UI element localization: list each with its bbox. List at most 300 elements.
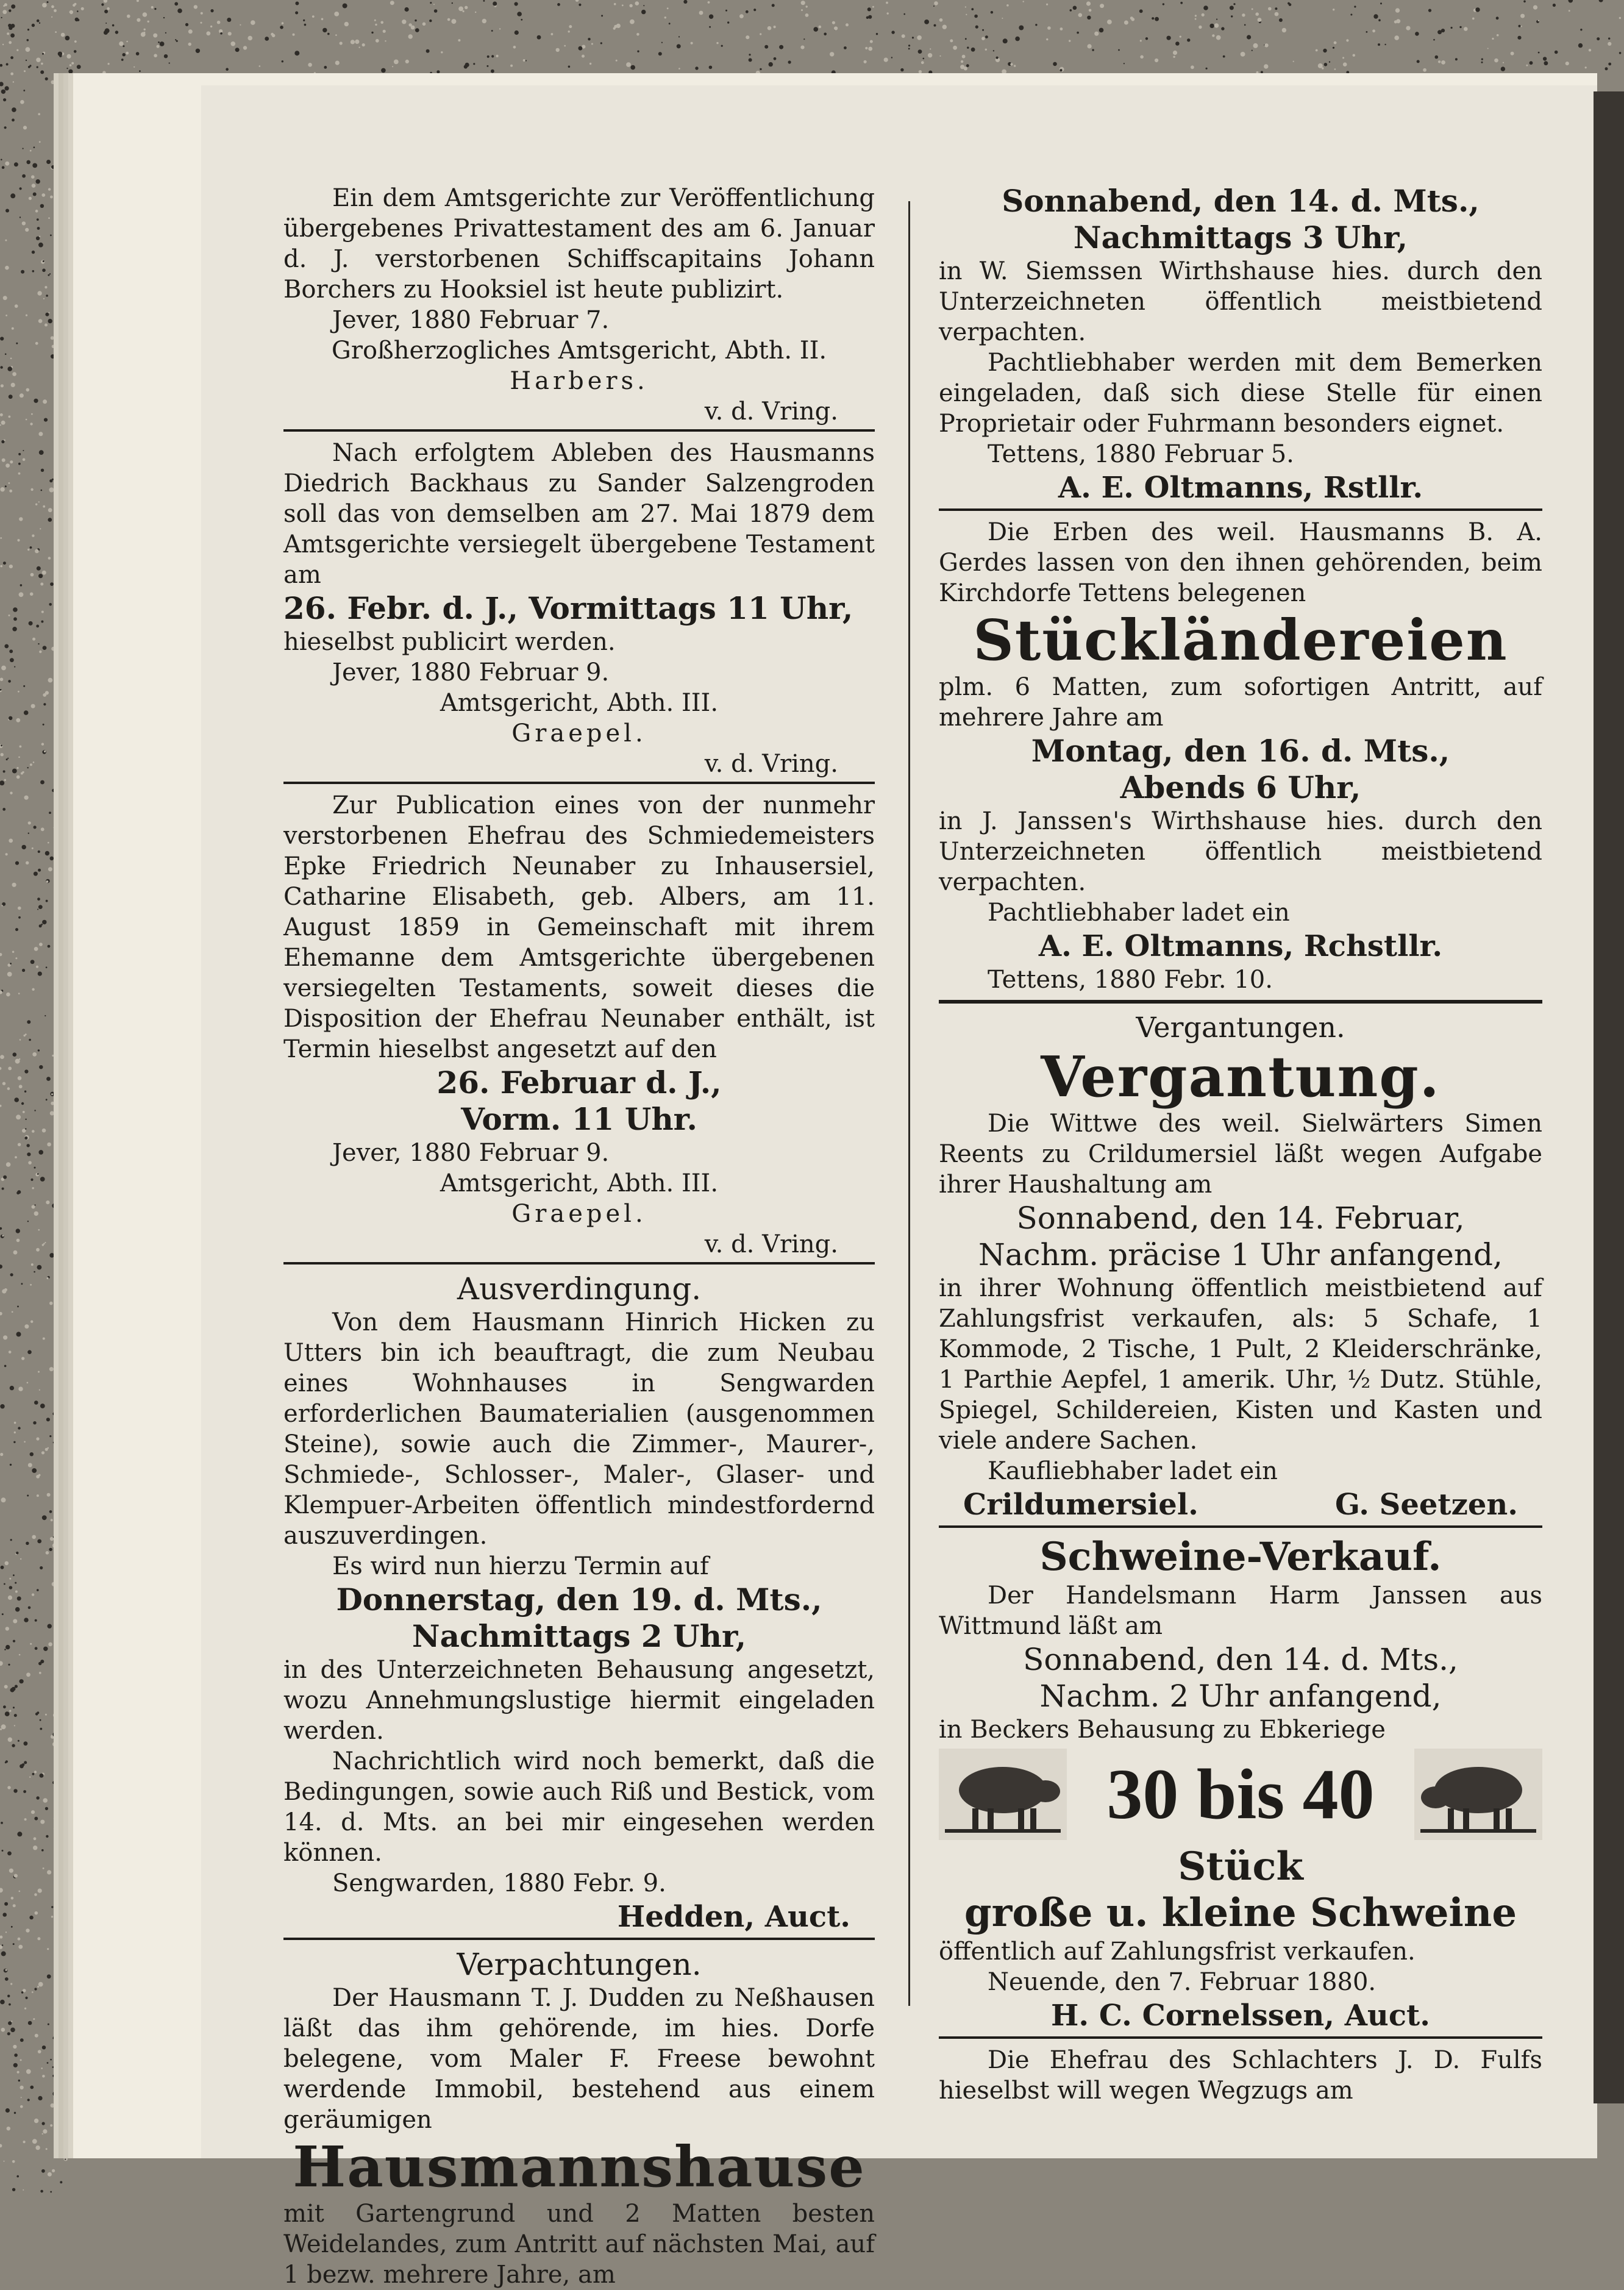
speckle-dot — [1530, 61, 1533, 65]
speckle-dot — [12, 627, 16, 631]
speckle-dot — [5, 162, 9, 166]
speckle-dot — [50, 235, 52, 237]
speckle-dot — [10, 73, 13, 76]
speckle-dot — [41, 63, 43, 65]
r-notice-2-text4: Pachtliebhaber ladet ein — [988, 899, 1290, 927]
speckle-dot — [43, 298, 45, 299]
speckle-dot — [1073, 6, 1077, 10]
speckle-dot — [41, 743, 44, 745]
speckle-dot — [43, 646, 47, 650]
speckle-dot — [24, 1761, 27, 1764]
speckle-dot — [45, 1015, 46, 1016]
speckle-dot — [575, 0, 579, 2]
speckle-dot — [9, 1869, 13, 1873]
speckle-dot — [2, 44, 4, 45]
speckle-dot — [65, 627, 67, 629]
speckle-dot — [40, 780, 45, 785]
speckle-dot — [24, 710, 29, 715]
speckle-dot — [48, 319, 52, 323]
speckle-dot — [108, 63, 110, 65]
speckle-dot — [4, 126, 7, 129]
notice-4-signature: Hedden, Auct. — [617, 1900, 850, 1934]
speckle-dot — [1264, 43, 1268, 47]
speckle-dot — [74, 50, 77, 53]
speckle-dot — [56, 1569, 60, 1573]
speckle-dot — [38, 113, 40, 115]
speckle-dot — [7, 1087, 10, 1090]
speckle-dot — [67, 1936, 71, 1940]
speckle-dot — [27, 29, 29, 30]
speckle-dot — [42, 920, 46, 924]
speckle-dot — [918, 49, 922, 54]
speckle-dot — [6, 758, 8, 760]
speckle-dot — [46, 1099, 48, 1100]
speckle-dot — [32, 163, 37, 168]
speckle-dot — [56, 1627, 59, 1630]
speckle-dot — [56, 236, 60, 240]
speckle-dot — [51, 165, 55, 169]
speckle-dot — [40, 70, 44, 74]
speckle-dot — [7, 32, 9, 35]
speckle-dot — [67, 1756, 72, 1761]
speckle-dot — [143, 32, 145, 34]
speckle-dot — [20, 1558, 21, 1560]
speckle-dot — [64, 1628, 67, 1632]
speckle-dot — [13, 617, 17, 621]
speckle-dot — [376, 39, 379, 43]
speckle-dot — [25, 1997, 27, 1999]
speckle-dot — [235, 48, 240, 52]
speckle-dot — [5, 240, 7, 241]
r-notice-3-date-big1: Sonnabend, den 14. Februar, — [1016, 1200, 1465, 1236]
speckle-dot — [51, 1916, 53, 1917]
speckle-dot — [32, 1205, 35, 1209]
speckle-dot — [40, 1404, 45, 1408]
speckle-dot — [1481, 62, 1483, 63]
speckle-dot — [3, 770, 5, 772]
speckle-dot — [67, 1512, 69, 1514]
speckle-dot — [34, 826, 37, 829]
speckle-dot — [45, 851, 49, 855]
speckle-dot — [491, 30, 493, 32]
speckle-dot — [39, 1065, 43, 1069]
speckle-dot — [721, 45, 723, 47]
speckle-dot — [20, 100, 24, 104]
speckle-dot — [31, 1263, 34, 1266]
speckle-dot — [630, 65, 635, 70]
speckle-dot — [137, 0, 139, 2]
speckle-dot — [107, 7, 110, 10]
speckle-dot — [54, 1420, 57, 1423]
speckle-dot — [458, 7, 463, 12]
speckle-dot — [1233, 3, 1235, 5]
speckle-dot — [630, 20, 635, 24]
speckle-dot — [422, 23, 426, 26]
speckle-dot — [1060, 27, 1063, 30]
speckle-dot — [20, 2086, 23, 2089]
speckle-dot — [14, 1714, 17, 1717]
speckle-dot — [54, 1827, 57, 1830]
speckle-dot — [0, 780, 4, 785]
speckle-dot — [1089, 9, 1092, 12]
speckle-dot — [8, 2021, 12, 2025]
speckle-dot — [29, 65, 31, 66]
speckle-dot — [12, 2160, 15, 2163]
speckle-dot — [824, 33, 827, 36]
speckle-dot — [31, 413, 33, 415]
speckle-dot — [303, 20, 305, 21]
speckle-dot — [1, 753, 4, 756]
speckle-dot — [25, 1128, 26, 1129]
speckle-dot — [63, 872, 66, 876]
speckle-dot — [210, 26, 212, 27]
speckle-dot — [18, 1076, 22, 1080]
speckle-dot — [36, 1475, 40, 1479]
speckle-dot — [884, 58, 888, 62]
speckle-dot — [962, 55, 966, 59]
speckle-dot — [510, 65, 513, 67]
speckle-dot — [23, 1111, 25, 1113]
speckle-dot — [1053, 62, 1057, 66]
speckle-dot — [3, 98, 6, 101]
speckle-dot — [19, 1085, 23, 1088]
speckle-dot — [1163, 3, 1164, 5]
speckle-dot — [35, 1619, 37, 1622]
speckle-dot — [1553, 4, 1556, 7]
speckle-dot — [52, 2075, 55, 2077]
speckle-dot — [34, 399, 38, 403]
speckle-dot — [1437, 30, 1442, 34]
speckle-dot — [18, 916, 21, 919]
speckle-dot — [746, 10, 749, 13]
speckle-dot — [23, 90, 25, 91]
speckle-dot — [429, 20, 432, 22]
speckle-dot — [24, 1136, 27, 1140]
speckle-dot — [81, 7, 84, 10]
speckle-dot — [1118, 49, 1120, 51]
speckle-dot — [165, 32, 166, 34]
speckle-dot — [12, 1744, 15, 1747]
speckle-dot — [49, 811, 51, 814]
speckle-dot — [41, 490, 43, 491]
speckle-dot — [1140, 40, 1142, 41]
speckle-dot — [35, 210, 38, 213]
speckle-dot — [35, 2034, 38, 2038]
speckle-dot — [0, 2000, 5, 2005]
speckle-dot — [34, 1167, 36, 1169]
speckle-dot — [0, 487, 4, 491]
speckle-dot — [45, 286, 47, 288]
speckle-dot — [40, 1660, 44, 1663]
speckle-dot — [20, 393, 24, 398]
speckle-dot — [49, 1435, 51, 1437]
speckle-dot — [57, 672, 59, 674]
notice-1-date: Jever, 1880 Februar 7. — [332, 306, 610, 334]
speckle-dot — [17, 539, 20, 541]
speckle-dot — [2, 1913, 7, 1917]
speckle-dot — [66, 1523, 68, 1525]
speckle-dot — [68, 1057, 71, 1061]
speckle-dot — [30, 593, 34, 596]
speckle-dot — [0, 953, 2, 956]
speckle-dot — [7, 1995, 10, 1997]
speckle-dot — [23, 685, 25, 687]
speckle-dot — [1293, 61, 1294, 62]
notice-3-date-big1: 26. Februar d. J., — [436, 1065, 722, 1100]
speckle-dot — [65, 1306, 68, 1309]
speckle-dot — [622, 4, 624, 6]
speckle-dot — [68, 1444, 72, 1449]
speckle-dot — [19, 1654, 21, 1656]
speckle-dot — [50, 857, 54, 861]
speckle-dot — [1372, 29, 1375, 32]
speckle-dot — [41, 469, 44, 472]
speckle-dot — [1195, 15, 1197, 16]
r-notice-4-signature: H. C. Cornelssen, Auct. — [1051, 1999, 1430, 2033]
speckle-dot — [185, 23, 188, 26]
r-notice-2-text: Die Erben des weil. Hausmanns B. A. Gerdes lassen von den ihnen gehörenden, beim Kirchdorfe Tettens belegenen — [939, 518, 1542, 607]
speckle-dot — [579, 4, 581, 6]
speckle-dot — [46, 900, 48, 902]
speckle-dot — [1366, 31, 1368, 33]
speckle-dot — [46, 2148, 48, 2150]
speckle-dot — [64, 485, 67, 488]
speckle-dot — [964, 66, 967, 70]
r-notice-2-date: Tettens, 1880 Febr. 10. — [988, 966, 1273, 994]
speckle-dot — [1231, 15, 1233, 17]
speckle-dot — [24, 1069, 28, 1073]
speckle-dot — [46, 1835, 48, 1838]
speckle-dot — [19, 517, 23, 521]
speckle-dot — [49, 1253, 54, 1258]
speckle-dot — [30, 488, 33, 491]
speckle-dot — [46, 1418, 50, 1421]
speckle-dot — [46, 1551, 49, 1555]
speckle-dot — [801, 1, 805, 5]
speckle-dot — [9, 1710, 11, 1712]
speckle-dot — [54, 1260, 57, 1263]
speckle-dot — [452, 2, 453, 4]
speckle-dot — [965, 38, 967, 40]
speckle-dot — [8, 24, 12, 27]
speckle-dot — [4, 3, 7, 6]
speckle-dot — [65, 1257, 69, 1261]
speckle-dot — [12, 2188, 15, 2191]
speckle-dot — [985, 35, 988, 38]
speckle-dot — [974, 15, 978, 18]
speckle-dot — [62, 1554, 66, 1558]
speckle-dot — [1334, 68, 1336, 70]
speckle-dot — [3, 1705, 6, 1708]
speckle-dot — [60, 1406, 62, 1408]
speckle-dot — [1569, 0, 1573, 3]
r-notice-1-text: in W. Siemssen Wirthshause hies. durch den Unterzeichneten öffentlich meistbietend verpachten. — [939, 257, 1542, 346]
speckle-dot — [201, 12, 203, 15]
speckle-dot — [63, 1346, 66, 1349]
speckle-dot — [62, 1074, 64, 1075]
speckle-dot — [33, 762, 35, 763]
speckle-dot — [0, 537, 2, 539]
speckle-dot — [32, 251, 35, 254]
speckle-dot — [37, 1539, 41, 1544]
speckle-dot — [1519, 25, 1521, 27]
speckle-dot — [42, 1515, 47, 1520]
speckle-dot — [800, 46, 804, 49]
speckle-dot — [34, 1400, 38, 1405]
speckle-dot — [38, 2050, 41, 2053]
speckle-dot — [9, 839, 13, 843]
speckle-dot — [523, 59, 525, 62]
speckle-dot — [45, 1807, 48, 1810]
speckle-dot — [42, 2133, 43, 2135]
speckle-dot — [491, 55, 494, 57]
speckle-dot — [2, 1944, 4, 1946]
speckle-dot — [55, 766, 59, 770]
speckle-dot — [26, 160, 30, 165]
notice-2-name: Graepel. — [511, 719, 647, 747]
speckle-dot — [119, 41, 123, 46]
notice-4-heading: Ausverdingung. — [457, 1271, 702, 1307]
notice-4-text: Von dem Hausmann Hinrich Hicken zu Utters bin ich beauftragt, die zum Neubau eines Wohnhauses in Sengwarden erforderlichen Baumaterialien (ausgenommen Steine), sowie auch die Zimmer-, Maurer-, Schmiede-, Schlosser-, Maler-, Glaser- und Klempuer-Arbeiten öffentlich mindestfordernd auszuverdingen. — [283, 1308, 875, 1550]
speckle-dot — [75, 18, 79, 21]
speckle-dot — [27, 39, 29, 41]
speckle-dot — [37, 291, 41, 295]
speckle-dot — [0, 1055, 4, 1059]
page-gutter — [1594, 91, 1624, 2103]
speckle-dot — [104, 10, 108, 13]
speckle-dot — [65, 2091, 68, 2093]
speckle-dot — [551, 33, 554, 35]
speckle-dot — [5, 1711, 10, 1716]
speckle-dot — [1433, 39, 1435, 41]
speckle-dot — [66, 68, 68, 69]
speckle-dot — [38, 905, 43, 909]
speckle-dot — [678, 36, 680, 37]
speckle-dot — [10, 1464, 12, 1466]
speckle-dot — [49, 1302, 53, 1305]
speckle-dot — [1100, 4, 1104, 8]
speckle-dot — [1464, 27, 1468, 31]
speckle-dot — [1019, 26, 1024, 30]
speckle-dot — [0, 337, 4, 340]
speckle-dot — [38, 1371, 40, 1373]
speckle-dot — [65, 1835, 69, 1838]
speckle-dot — [32, 1773, 35, 1775]
speckle-dot — [832, 21, 835, 24]
speckle-dot — [1346, 39, 1348, 41]
speckle-dot — [104, 0, 107, 3]
speckle-dot — [819, 26, 822, 29]
speckle-dot — [65, 1799, 67, 1800]
right-column — [939, 183, 1542, 2106]
speckle-dot — [60, 658, 63, 662]
speckle-dot — [36, 1248, 40, 1252]
speckle-dot — [2, 458, 5, 462]
speckle-dot — [280, 26, 283, 29]
speckle-dot — [30, 1284, 32, 1286]
speckle-dot — [10, 1539, 12, 1541]
speckle-dot — [966, 64, 969, 67]
speckle-dot — [1046, 4, 1048, 5]
speckle-dot — [591, 43, 593, 45]
speckle-dot — [699, 11, 703, 15]
r-notice-3-text2: in ihrer Wohnung öffentlich meistbietend auf Zahlungsfrist verkaufen, als: 5 Schafe, 1 Kommode, 2 Tische, 1 Pult, 2 Kleiderschränke, 1 Parthie Aepfel, 1 amerik. Uhr, ½ Dutz. Stühle, Spiegel, Schildereien, Kisten und Kasten und viele andere Sachen. — [939, 1274, 1542, 1455]
speckle-dot — [15, 1582, 16, 1584]
speckle-dot — [1279, 18, 1283, 22]
speckle-dot — [16, 1239, 20, 1243]
speckle-dot — [1503, 62, 1504, 63]
speckle-dot — [53, 1713, 57, 1718]
speckle-dot — [104, 30, 108, 35]
speckle-dot — [362, 43, 365, 46]
speckle-dot — [4, 1649, 6, 1650]
speckle-dot — [51, 1519, 53, 1521]
speckle-dot — [68, 1748, 71, 1750]
speckle-dot — [36, 1796, 39, 1799]
speckle-dot — [1202, 13, 1205, 16]
speckle-dot — [56, 1241, 57, 1242]
speckle-dot — [240, 24, 241, 26]
speckle-dot — [66, 651, 71, 655]
speckle-dot — [5, 315, 7, 316]
speckle-dot — [805, 13, 809, 17]
speckle-dot — [463, 10, 465, 12]
speckle-dot — [38, 1049, 40, 1051]
speckle-dot — [41, 621, 43, 623]
speckle-dot — [65, 1317, 66, 1318]
speckle-dot — [8, 1738, 12, 1742]
speckle-dot — [40, 1820, 45, 1824]
speckle-dot — [20, 746, 22, 748]
speckle-dot — [45, 313, 49, 316]
speckle-dot — [137, 18, 140, 22]
speckle-dot — [77, 10, 79, 12]
speckle-dot — [47, 2062, 49, 2064]
speckle-dot — [5, 209, 9, 213]
speckle-dot — [1252, 9, 1253, 10]
speckle-dot — [67, 549, 69, 551]
notice-2-clerk: v. d. Vring. — [704, 750, 838, 778]
speckle-dot — [23, 1790, 26, 1793]
speckle-dot — [7, 1786, 10, 1789]
speckle-dot — [251, 20, 255, 25]
speckle-dot — [10, 963, 12, 965]
speckle-dot — [77, 65, 81, 69]
speckle-dot — [23, 458, 26, 462]
speckle-dot — [10, 460, 13, 463]
speckle-dot — [30, 2086, 34, 2089]
speckle-dot — [62, 110, 63, 111]
speckle-dot — [327, 33, 330, 35]
speckle-dot — [5, 1645, 10, 1649]
speckle-dot — [48, 1624, 52, 1628]
speckle-dot — [0, 64, 2, 67]
speckle-dot — [30, 1643, 32, 1645]
speckle-dot — [928, 53, 932, 57]
speckle-dot — [26, 419, 27, 421]
speckle-dot — [27, 2099, 30, 2101]
speckle-dot — [61, 1169, 63, 1171]
speckle-dot — [71, 1292, 73, 1294]
speckle-dot — [1, 384, 4, 387]
speckle-dot — [1322, 67, 1323, 69]
speckle-dot — [1526, 65, 1528, 66]
speckle-dot — [1354, 5, 1356, 7]
speckle-dot — [37, 218, 39, 221]
speckle-dot — [322, 28, 327, 32]
speckle-dot — [18, 1427, 20, 1429]
speckle-dot — [725, 10, 727, 12]
